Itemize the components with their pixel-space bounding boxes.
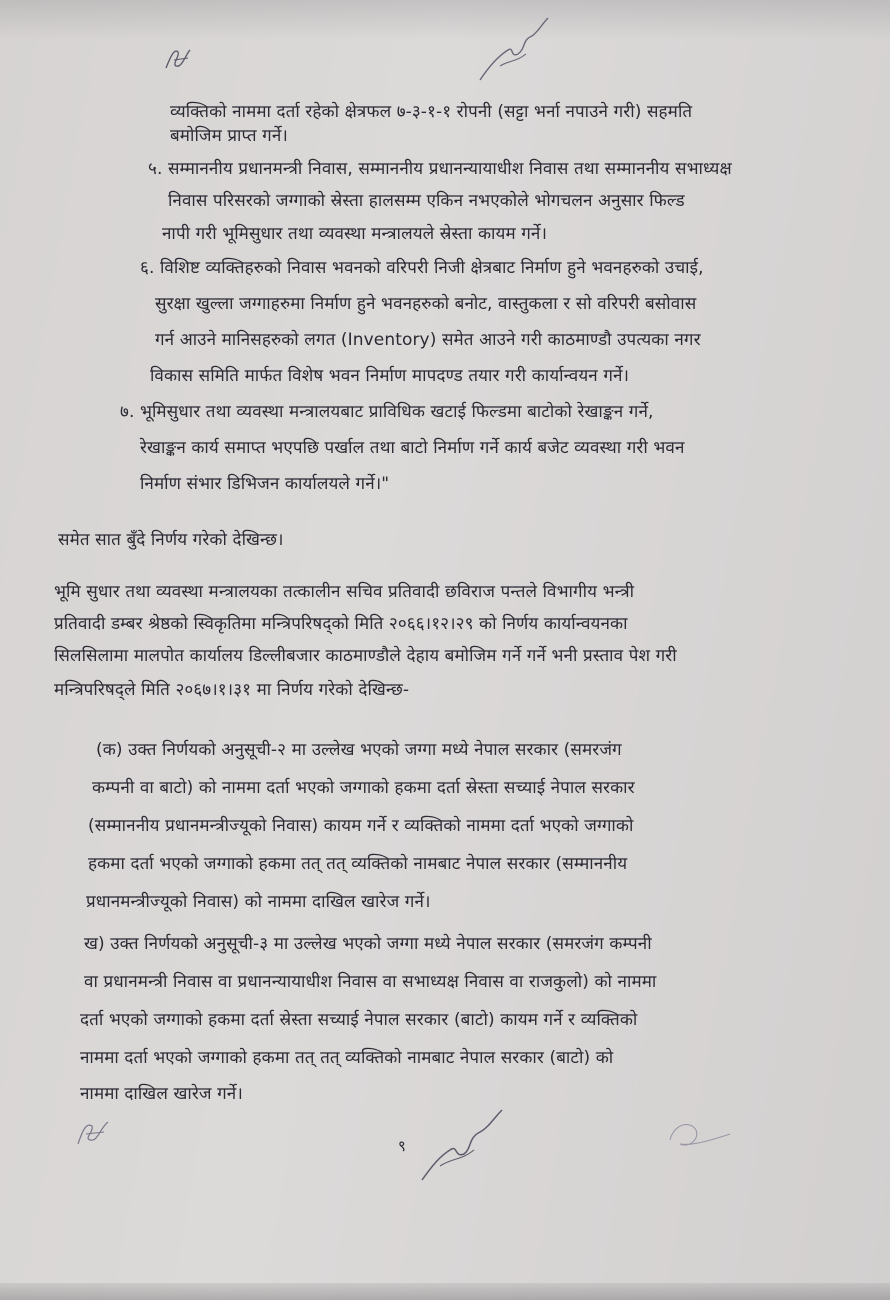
text-line: वा प्रधानमन्त्री निवास वा प्रधानन्यायाधीश निवास वा सभाध्यक्ष निवास वा राजकुलो) को नाममा (84, 972, 657, 992)
text-line: (क) उक्त निर्णयको अनुसूची-२ मा उल्लेख भएको जग्गा मध्ये नेपाल सरकार (समरजंग (96, 740, 622, 760)
text-line: नाममा दाखिल खारेज गर्ने। (80, 1084, 243, 1104)
text-line: नापी गरी भूमिसुधार तथा व्यवस्था मन्त्रालयले स्रेस्ता कायम गर्ने। (162, 224, 547, 244)
text-line: विकास समिति मार्फत विशेष भवन निर्माण मापदण्ड तयार गरी कार्यान्वयन गर्ने। (150, 366, 630, 386)
text-line: कम्पनी वा बाटो) को नाममा दर्ता भएको जग्गाको हकमा दर्ता स्रेस्ता सच्याई नेपाल सरकार (92, 778, 635, 798)
text-line: निवास परिसरको जग्गाको स्रेस्ता हालसम्म एकिन नभएकोले भोगचलन अनुसार फिल्ड (168, 191, 685, 211)
signature-mark-top (470, 10, 560, 90)
text-line: (सम्माननीय प्रधानमन्त्रीज्यूको निवास) कायम गर्ने र व्यक्तिको नाममा दर्ता भएको जग्गाको (88, 816, 634, 836)
text-line: ख) उक्त निर्णयको अनुसूची-३ मा उल्लेख भएको जग्गा मध्ये नेपाल सरकार (समरजंग कम्पनी (84, 934, 652, 954)
page-bottom-edge (0, 1283, 890, 1300)
text-line: समेत सात बुँदे निर्णय गरेको देखिन्छ। (58, 530, 284, 550)
text-line: भूमि सुधार तथा व्यवस्था मन्त्रालयका तत्कालीन सचिव प्रतिवादी छविराज पन्तले विभागीय भन्त्री (54, 582, 635, 602)
initials-mark-top-left (160, 38, 200, 78)
page-number: ९ (398, 1137, 406, 1155)
stamp-mark (660, 1110, 740, 1160)
text-line: बमोजिम प्राप्त गर्ने। (170, 126, 288, 146)
initials-mark-bottom-left (70, 1108, 120, 1153)
text-line: रेखाङ्कन कार्य समाप्त भएपछि पर्खाल तथा बाटो निर्माण गर्ने कार्य बजेट व्यवस्था गरी भवन (140, 438, 685, 458)
text-line: दर्ता भएको जग्गाको हकमा दर्ता स्रेस्ता सच्याई नेपाल सरकार (बाटो) कायम गर्ने र व्यक्तिको (80, 1010, 638, 1030)
text-line: मन्त्रिपरिषद्ले मिति २०६७।१।३१ मा निर्णय गरेको देखिन्छ- (54, 680, 410, 700)
text-line: प्रतिवादी डम्बर श्रेष्ठको स्विकृतिमा मन्त्रिपरिषद्को मिति २०६६।१२।२९ को निर्णय कार्यान्वयनका (54, 614, 628, 634)
signature-mark-bottom (410, 1100, 520, 1190)
text-line: ५. सम्माननीय प्रधानमन्त्री निवास, सम्माननीय प्रधानन्यायाधीश निवास तथा सम्माननीय सभाध्यक्ष (148, 159, 732, 179)
text-line: सिलसिलामा मालपोत कार्यालय डिल्लीबजार काठमाण्डौले देहाय बमोजिम गर्ने गर्ने भनी प्रस्ताव पेश गरी (54, 646, 677, 666)
text-line: ७. भूमिसुधार तथा व्यवस्था मन्त्रालयबाट प्राविधिक खटाई फिल्डमा बाटोको रेखाङ्कन गर्ने, (120, 402, 654, 422)
text-line: ६. विशिष्ट व्यक्तिहरुको निवास भवनको वरिपरी निजी क्षेत्रबाट निर्माण हुने भवनहरुको उचाई, (140, 258, 704, 278)
text-line: नाममा दर्ता भएको जग्गाको हकमा तत् तत् व्यक्तिको नामबाट नेपाल सरकार (बाटो) को (80, 1048, 614, 1068)
top-shadow (0, 0, 890, 40)
text-line: प्रधानमन्त्रीज्यूको निवास) को नाममा दाखिल खारेज गर्ने। (86, 892, 431, 912)
text-line: हकमा दर्ता भएको जग्गाको हकमा तत् तत् व्यक्तिको नामबाट नेपाल सरकार (सम्माननीय (88, 854, 628, 874)
text-line: सुरक्षा खुल्ला जग्गाहरुमा निर्माण हुने भवनहरुको बनोट, वास्तुकला र सो वरिपरी बसोवास (155, 294, 697, 314)
text-line: निर्माण संभार डिभिजन कार्यालयले गर्ने।" (140, 474, 390, 494)
text-line: व्यक्तिको नाममा दर्ता रहेको क्षेत्रफल ७-३-१-१ रोपनी (सट्टा भर्ना नपाउने गरी) सहमति (170, 102, 693, 122)
text-line: गर्न आउने मानिसहरुको लगत (Inventory) समेत आउने गरी काठमाण्डौ उपत्यका नगर (155, 330, 701, 350)
